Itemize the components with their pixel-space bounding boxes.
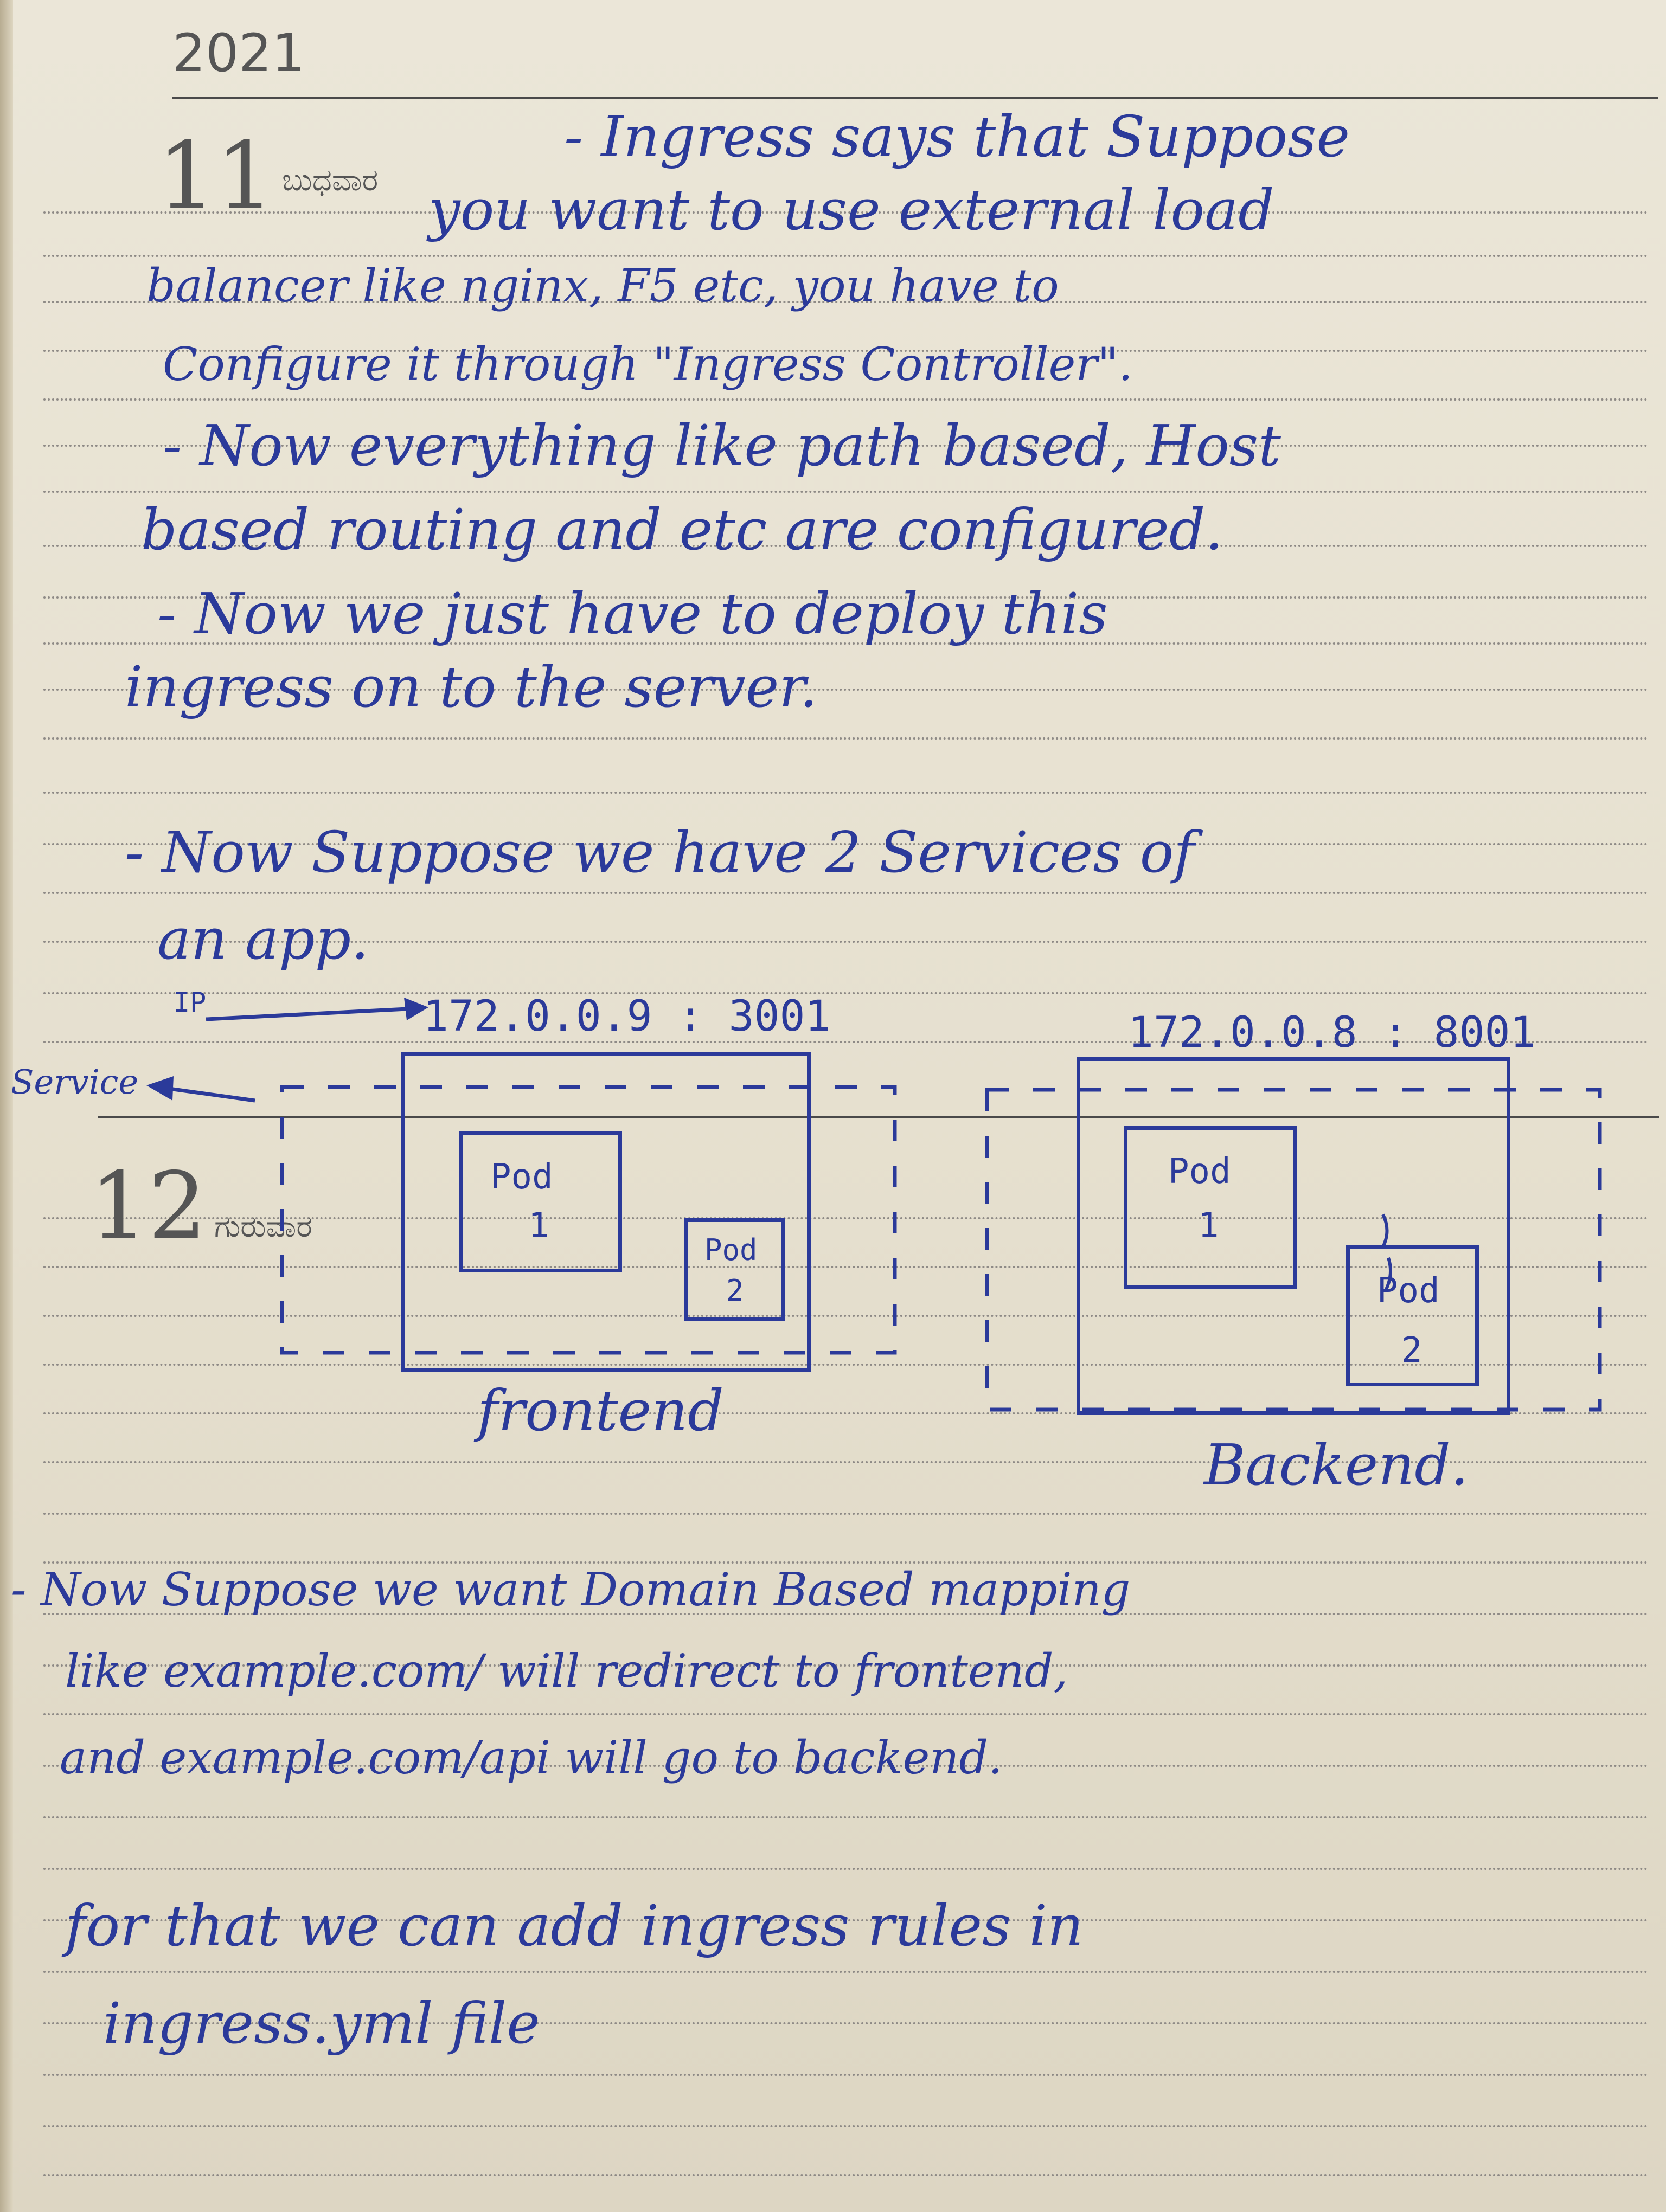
frontend-ip-label: 172.0.0.9 : 3001 <box>423 992 831 1041</box>
pod-label: Pod <box>704 1233 758 1267</box>
pod-number: 1 <box>1198 1206 1219 1246</box>
note-line: an app. <box>157 906 369 972</box>
day-name-wednesday: ಬುಧವಾರ <box>282 163 379 198</box>
day-name-thursday: ಗುರುವಾರ <box>214 1209 312 1244</box>
note-line: - Now Suppose we have 2 Services of <box>125 819 1195 885</box>
backend-pod-2 <box>1346 1245 1479 1386</box>
note-line: - Now Suppose we want Domain Based mapping <box>11 1563 1131 1616</box>
backend-pod-1 <box>1124 1126 1297 1289</box>
note-line: balancer like nginx, F5 etc, you have to <box>146 259 1059 312</box>
pod-label: Pod <box>1377 1271 1440 1311</box>
note-line: - Ingress says that Suppose <box>564 104 1350 170</box>
note-line: ingress.yml file <box>103 1990 540 2056</box>
frontend-pod-2 <box>684 1218 785 1321</box>
day-number-11: 11 <box>157 123 275 230</box>
service-label: Service <box>11 1062 139 1102</box>
backend-label: Backend. <box>1204 1432 1469 1498</box>
pod-label: Pod <box>1168 1152 1231 1192</box>
note-line: you want to use external load <box>428 177 1274 243</box>
note-line: - Now we just have to deploy this <box>157 581 1108 647</box>
pod-number: 1 <box>528 1206 549 1246</box>
frontend-node-box <box>401 1052 811 1372</box>
arrow-head-icon <box>146 1076 174 1101</box>
note-line: based routing and etc are configured. <box>141 497 1223 563</box>
note-line: and example.com/api will go to backend. <box>60 1731 1003 1784</box>
day-number-12: 12 <box>89 1153 207 1260</box>
note-line: - Now everything like path based, Host <box>163 413 1281 479</box>
pod-number: 2 <box>1401 1330 1422 1371</box>
backend-ip-label: 172.0.0.8 : 8001 <box>1128 1008 1536 1057</box>
note-line: for that we can add ingress rules in <box>65 1893 1084 1959</box>
pod-label: Pod <box>490 1157 553 1197</box>
frontend-label: frontend <box>477 1378 724 1444</box>
ip-label: IP <box>174 987 207 1018</box>
pod-number: 2 <box>726 1274 744 1308</box>
frontend-pod-1 <box>459 1131 622 1272</box>
ip-arrow <box>206 1008 418 1019</box>
year-label: 2021 <box>172 23 305 83</box>
note-line: ingress on to the server. <box>125 654 818 720</box>
note-line: like example.com/ will redirect to frontend, <box>65 1644 1068 1697</box>
backend-node-box <box>1077 1057 1510 1415</box>
note-line: Configure it through "Ingress Controller". <box>163 338 1133 391</box>
